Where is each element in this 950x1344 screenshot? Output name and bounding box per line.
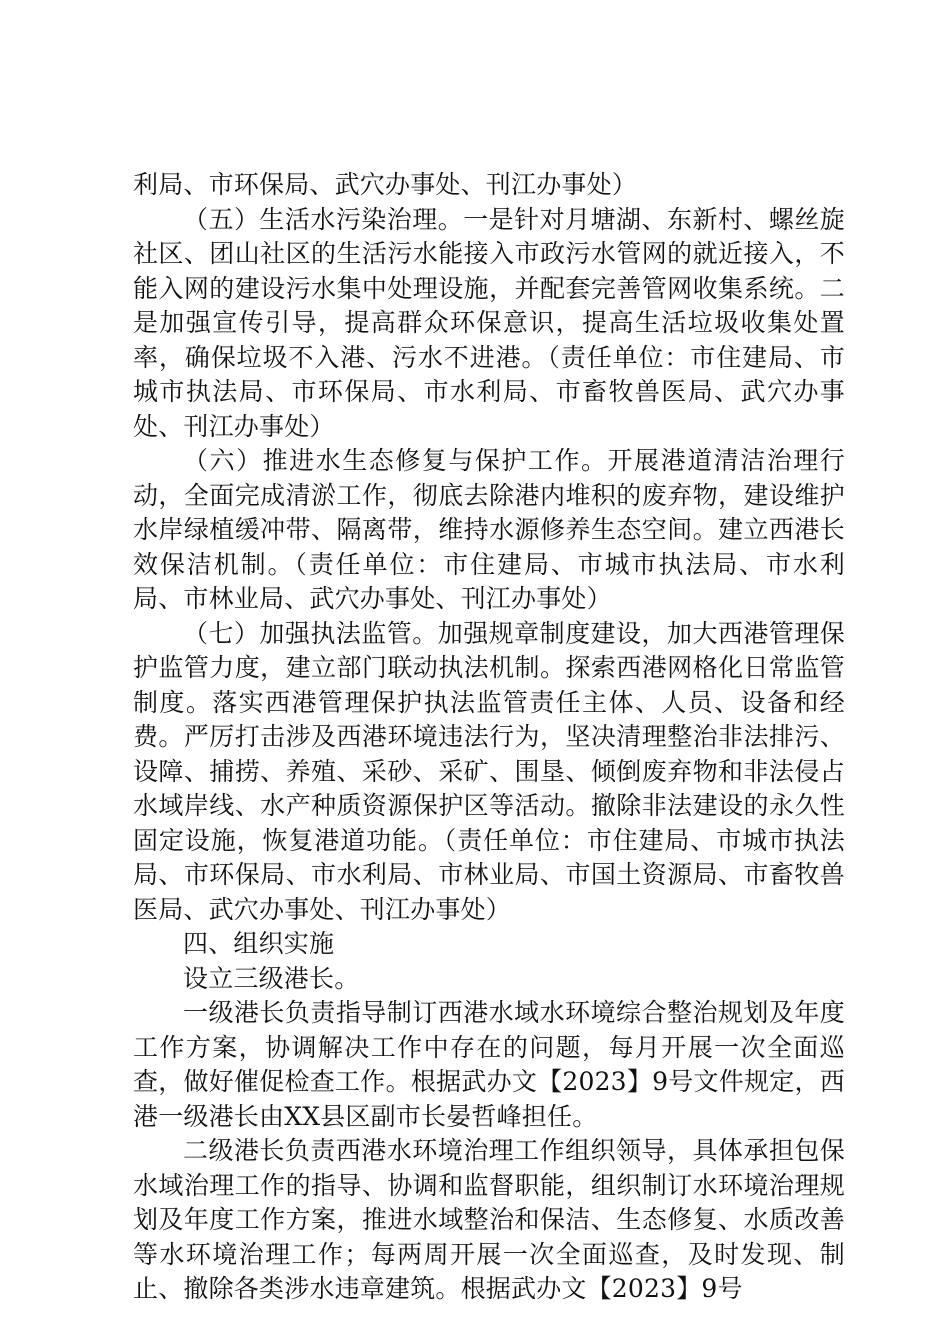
paragraph-continuation: 利局、市环保局、武穴办事处、刊江办事处） — [133, 170, 638, 199]
paragraph-section-5: （五）生活水污染治理。一是针对月塘湖、东新村、螺丝旋社区、团山社区的生活污水能接入市政污水管网的就近接入，不能入网的建设污水集中处理设施，并配套完善管网收集系统。二是加强宣传引导，提高群众环保意识，提高生活垃圾收集处置率，确保垃圾不入港、污水不进港。（责任单位：市住建局、市城市执法局、市环保局、市水利局、市畜牧兽医局、武穴办事处、刊江办事处） — [133, 204, 845, 441]
paragraph-section-6: （六）推进水生态修复与保护工作。开展港道清洁治理行动，全面完成清淤工作，彻底去除港内堆积的废弃物，建设维护水岸绿植缓冲带、隔离带，维持水源修养生态空间。建立西港长效保洁机制。（责任单位：市住建局、市城市执法局、市水利局、市林业局、武穴办事处、刊江办事处） — [133, 446, 845, 613]
paragraph-level-two: 二级港长负责西港水环境治理工作组织领导，具体承担包保水域治理工作的指导、协调和监督职能，组织制订水环境治理规划及年度工作方案，推进水域整治和保洁、生态修复、水质改善等水环境治理工作；每两周开展一次全面巡查，及时发现、制止、撤除各类涉水违章建筑。根据武办文【2023】9号 — [133, 1136, 845, 1303]
paragraph-section-7: （七）加强执法监管。加强规章制度建设，加大西港管理保护监管力度，建立部门联动执法机制。探索西港网格化日常监管制度。落实西港管理保护执法监管责任主体、人员、设备和经费。严厉打击涉及西港环境违法行为，坚决清理整治非法排污、设障、捕捞、养殖、采砂、采矿、围垦、倾倒废弃物和非法侵占水域岸线、水产种质资源保护区等活动。撤除非法建设的永久性固定设施，恢复港道功能。（责任单位：市住建局、市城市执法局、市环保局、市水利局、市林业局、市国土资源局、市畜牧兽医局、武穴办事处、刊江办事处） — [133, 618, 845, 924]
paragraph-level-one: 一级港长负责指导制订西港水域水环境综合整治规划及年度工作方案，协调解决工作中存在的问题，每月开展一次全面巡查，做好催促检查工作。根据武办文【2023】9号文件规定，西港一级港长由XX县区副市长晏哲峰担任。 — [133, 998, 845, 1131]
heading-organization: 四、组织实施 — [183, 929, 335, 958]
paragraph-three-levels: 设立三级港长。 — [183, 963, 360, 993]
document-page — [133, 168, 845, 1307]
